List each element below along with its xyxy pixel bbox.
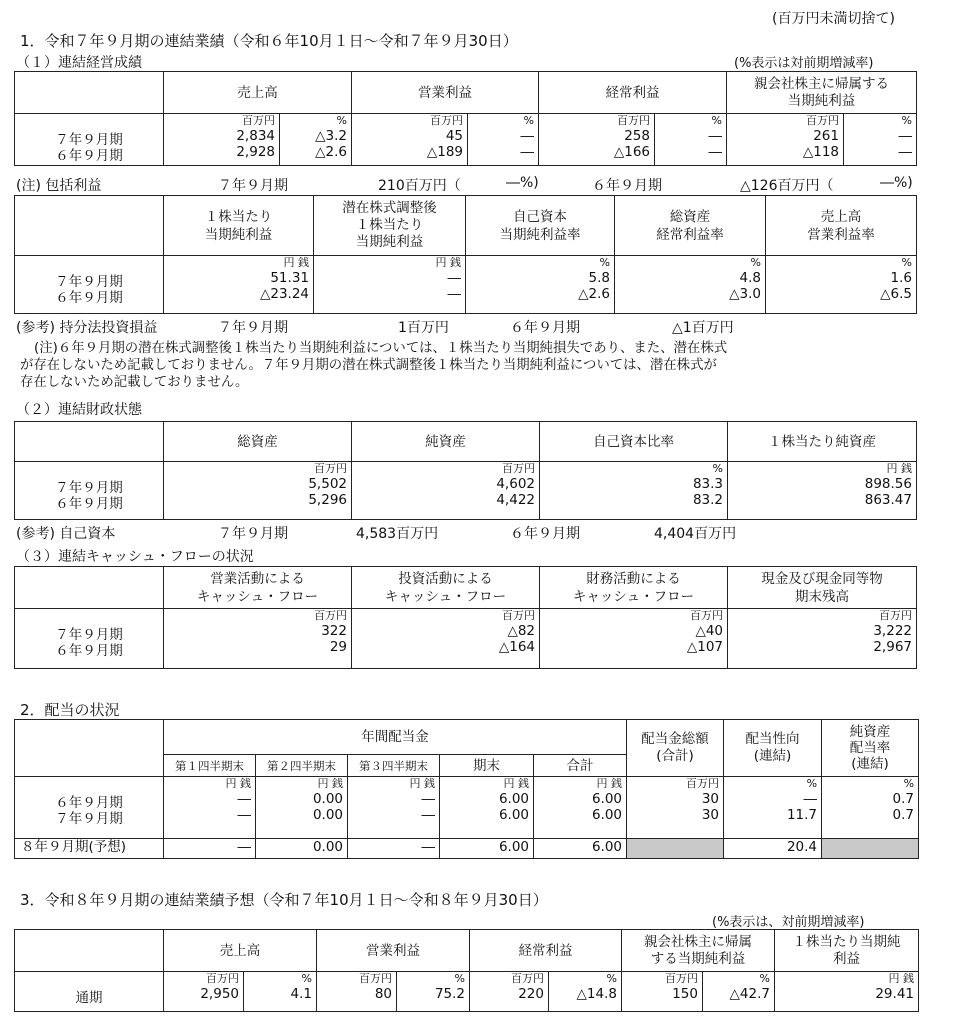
row-label-fy6: ６年９月期 bbox=[55, 290, 123, 306]
cell: 258 bbox=[624, 128, 650, 144]
cell: ― bbox=[237, 807, 251, 823]
unit: 百万円 bbox=[242, 114, 275, 127]
cell: 150 bbox=[672, 986, 698, 1002]
footnote-line-3: 存在しないため記載しておりません。 bbox=[20, 375, 249, 390]
cell: ― bbox=[447, 286, 461, 302]
cell: 6.00 bbox=[591, 807, 623, 823]
section1-sub3: （３）連結キャッシュ・フローの状況 bbox=[16, 549, 254, 565]
equity-note-p2: ６年９月期 bbox=[510, 526, 580, 542]
cell: △2.6 bbox=[315, 144, 347, 160]
unit: % bbox=[454, 972, 465, 985]
unit: % bbox=[901, 114, 912, 127]
cell: 898.56 bbox=[864, 476, 912, 492]
cell: 0.7 bbox=[892, 791, 915, 807]
header-net-assets: 純資産 bbox=[352, 422, 540, 462]
header-annual-dividend: 年間配当金 bbox=[164, 720, 627, 755]
unit: 円 銭 bbox=[886, 462, 912, 475]
comp-note-r1: ―%) bbox=[506, 175, 539, 191]
cell: 20.4 bbox=[724, 839, 822, 859]
section1-title: 1．令和７年９月期の連結業績（令和６年10月１日～令和７年９月30日） bbox=[20, 32, 518, 50]
cash-flow-table bbox=[14, 566, 917, 669]
unit: 百万円 bbox=[879, 609, 912, 622]
shaded-cell bbox=[627, 839, 724, 859]
ref-note-p2: ６年９月期 bbox=[510, 320, 580, 336]
cell: 6.00 bbox=[440, 839, 534, 859]
cell: 2,834 bbox=[236, 128, 275, 144]
header-ordinary-profit: 経常利益 bbox=[470, 930, 622, 972]
cell: 5,502 bbox=[308, 476, 347, 492]
cell: △40 bbox=[695, 623, 723, 639]
cell: 29 bbox=[329, 639, 347, 655]
cell: 322 bbox=[321, 623, 347, 639]
unit: 百万円 bbox=[502, 609, 535, 622]
unit: 百万円 bbox=[806, 114, 839, 127]
cell: △82 bbox=[507, 623, 535, 639]
comp-note-r2: ―%) bbox=[880, 175, 913, 191]
header-payout-ratio: 配当性向 (連結) bbox=[724, 720, 822, 777]
cell: ― bbox=[421, 807, 435, 823]
unit: 百万円 bbox=[511, 972, 544, 985]
pct-note-3: (%表示は、対前期増減率) bbox=[712, 915, 865, 930]
cell: ― bbox=[237, 791, 251, 807]
unit: % bbox=[301, 972, 312, 985]
row-label-fy7: ７年９月期 bbox=[55, 274, 123, 290]
comp-note-p2: ６年９月期 bbox=[592, 178, 662, 194]
cell: 30 bbox=[701, 807, 720, 823]
cell: 5.8 bbox=[588, 270, 610, 286]
unit: % bbox=[711, 114, 722, 127]
header-financing-cf: 財務活動による キャッシュ・フロー bbox=[540, 567, 728, 609]
unit: 円 銭 bbox=[888, 972, 914, 985]
comp-note-v2: △126百万円（ bbox=[740, 178, 834, 194]
cell: ― bbox=[898, 128, 912, 144]
header-investing-cf: 投資活動による キャッシュ・フロー bbox=[352, 567, 540, 609]
header-year-end: 期末 bbox=[440, 755, 534, 777]
header-total-assets: 総資産 bbox=[164, 422, 352, 462]
cell: △166 bbox=[613, 144, 650, 160]
cell: △189 bbox=[426, 144, 463, 160]
cell: 83.2 bbox=[692, 492, 723, 508]
unit: 百万円 bbox=[359, 972, 392, 985]
cell: 4,602 bbox=[496, 476, 535, 492]
unit: % bbox=[712, 462, 723, 475]
cell: 1.6 bbox=[890, 270, 912, 286]
header-eps: １株当たり当期純 利益 bbox=[775, 930, 919, 972]
row-label-fy7: ７年９月期 bbox=[55, 132, 123, 148]
unit: % bbox=[599, 256, 610, 269]
unit: 円 銭 bbox=[503, 777, 529, 790]
shaded-cell bbox=[822, 839, 919, 859]
section3-title: 3．令和８年９月期の連結業績予想（令和７年10月１日～令和８年９月30日） bbox=[20, 891, 548, 909]
equity-note-v2: 4,404百万円 bbox=[654, 526, 737, 542]
ref-note-v1: 1百万円 bbox=[398, 320, 449, 336]
cell: ― bbox=[708, 128, 722, 144]
row-label-fy7: ７年９月期 bbox=[55, 811, 123, 827]
cell: 11.7 bbox=[786, 807, 818, 823]
unit: % bbox=[750, 256, 761, 269]
header-op-margin: 売上高 営業利益率 bbox=[766, 196, 917, 256]
cell: 261 bbox=[813, 128, 839, 144]
header-total: 合計 bbox=[534, 755, 627, 777]
operating-results-table bbox=[14, 71, 917, 166]
cell: △3.2 bbox=[315, 128, 347, 144]
cell: 0.00 bbox=[312, 791, 343, 807]
row-label-fy6: ６年９月期 bbox=[55, 148, 123, 164]
header-sales: 売上高 bbox=[164, 72, 352, 114]
cell: 4.1 bbox=[290, 986, 312, 1002]
header-roe: 自己資本 当期純利益率 bbox=[466, 196, 615, 256]
unit: 円 銭 bbox=[596, 777, 623, 790]
unit: % bbox=[606, 972, 617, 985]
header-q1: 第１四半期末 bbox=[164, 755, 256, 777]
footnote-line-2: が存在しないため記載しておりません。７年９月期の潜在株式調整後１株当たり当期純利益については、潜在株式が bbox=[20, 358, 717, 373]
unit: 円 銭 bbox=[225, 777, 251, 790]
pct-note-1: (%表示は対前期増減率) bbox=[734, 56, 874, 71]
cell: ― bbox=[164, 839, 256, 859]
row-label-fy6: ６年９月期 bbox=[55, 795, 123, 811]
header-eps: １株当たり 当期純利益 bbox=[164, 196, 314, 256]
cell: 6.00 bbox=[534, 839, 627, 859]
cell: 2,928 bbox=[236, 144, 275, 160]
row-label-fy7: ７年９月期 bbox=[55, 480, 123, 496]
header-ordinary-profit: 経常利益 bbox=[539, 72, 727, 114]
section2-title: 2．配当の状況 bbox=[20, 701, 120, 719]
header-operating-cf: 営業活動による キャッシュ・フロー bbox=[164, 567, 352, 609]
cell: 75.2 bbox=[434, 986, 465, 1002]
header-equity-ratio: 自己資本比率 bbox=[540, 422, 728, 462]
cell: 0.7 bbox=[892, 807, 915, 823]
row-label-fy7: ７年９月期 bbox=[55, 627, 123, 643]
unit: 百万円 bbox=[430, 114, 463, 127]
unit: 百万円 bbox=[686, 777, 720, 790]
unit: 円 銭 bbox=[409, 777, 435, 790]
cell: 0.00 bbox=[312, 807, 343, 823]
cell: ― bbox=[520, 128, 534, 144]
cell: 45 bbox=[445, 128, 463, 144]
unit: 百万円 bbox=[206, 972, 239, 985]
unit: % bbox=[336, 114, 347, 127]
equity-note-v1: 4,583百万円 bbox=[356, 526, 439, 542]
cell: 6.00 bbox=[591, 791, 623, 807]
cell: △107 bbox=[686, 639, 723, 655]
cell: ― bbox=[348, 839, 440, 859]
unit: 百万円 bbox=[502, 462, 535, 475]
cell: 4.8 bbox=[739, 270, 761, 286]
header-q2: 第２四半期末 bbox=[256, 755, 348, 777]
ref-note-p1: ７年９月期 bbox=[218, 320, 288, 336]
unit: 円 銭 bbox=[435, 256, 461, 269]
row-label-fy6: ６年９月期 bbox=[55, 496, 123, 512]
cell: 5,296 bbox=[308, 492, 347, 508]
cell: ― bbox=[520, 144, 534, 160]
cell: ― bbox=[803, 791, 818, 807]
equity-note-label: (参考) 自己資本 bbox=[16, 526, 116, 542]
ref-note-label: (参考) 持分法投資損益 bbox=[16, 320, 158, 336]
forecast-table bbox=[14, 929, 919, 1012]
financial-position-table bbox=[14, 421, 917, 520]
cell: △23.24 bbox=[259, 286, 309, 302]
unit: 百万円 bbox=[314, 462, 347, 475]
cell: 4,422 bbox=[496, 492, 535, 508]
cell: 3,222 bbox=[873, 623, 912, 639]
comp-note-label: (注) 包括利益 bbox=[16, 178, 102, 194]
cell: ― bbox=[421, 791, 435, 807]
dividends-table bbox=[14, 719, 919, 859]
header-diluted-eps: 潜在株式調整後 １株当たり 当期純利益 bbox=[314, 196, 466, 256]
cell: △6.5 bbox=[880, 286, 912, 302]
per-share-table bbox=[14, 195, 917, 314]
cell: 6.00 bbox=[498, 791, 529, 807]
cell: 2,967 bbox=[873, 639, 912, 655]
comp-note-p1: ７年９月期 bbox=[218, 178, 288, 194]
unit-note: (百万円未満切捨て) bbox=[772, 11, 895, 27]
header-doe: 純資産 配当率 (連結) bbox=[822, 720, 919, 777]
unit: % bbox=[903, 777, 915, 790]
header-operating-profit: 営業利益 bbox=[352, 72, 539, 114]
cell: 863.47 bbox=[864, 492, 912, 508]
ref-note-v2: △1百万円 bbox=[672, 320, 734, 336]
header-q3: 第３四半期末 bbox=[348, 755, 440, 777]
unit: % bbox=[901, 256, 912, 269]
unit: % bbox=[759, 972, 770, 985]
header-bps: １株当たり純資産 bbox=[728, 422, 917, 462]
cell: 30 bbox=[701, 791, 720, 807]
section1-sub2: （２）連結財政状態 bbox=[16, 402, 142, 418]
cell: 29.41 bbox=[875, 986, 914, 1002]
row-label-fy6: ６年９月期 bbox=[55, 643, 123, 659]
row-label-full-year: 通期 bbox=[15, 972, 164, 1012]
unit: 百万円 bbox=[314, 609, 347, 622]
equity-note-p1: ７年９月期 bbox=[218, 526, 288, 542]
cell: 51.31 bbox=[270, 270, 309, 286]
header-cash-end: 現金及び現金同等物 期末残高 bbox=[728, 567, 917, 609]
header-total-dividend: 配当金総額 (合計) bbox=[627, 720, 724, 777]
unit: 円 銭 bbox=[283, 256, 309, 269]
cell: △42.7 bbox=[729, 986, 770, 1002]
cell: 220 bbox=[518, 986, 544, 1002]
header-net-profit: 親会社株主に帰属 する当期純利益 bbox=[622, 930, 775, 972]
unit: 百万円 bbox=[690, 609, 723, 622]
header-operating-profit: 営業利益 bbox=[317, 930, 470, 972]
cell: △2.6 bbox=[578, 286, 610, 302]
comp-note-v1: 210百万円（ bbox=[378, 178, 461, 194]
cell: △118 bbox=[802, 144, 839, 160]
unit: 円 銭 bbox=[317, 777, 343, 790]
cell: ― bbox=[898, 144, 912, 160]
cell: 6.00 bbox=[498, 807, 529, 823]
header-blank bbox=[15, 72, 164, 114]
section1-sub1: （１）連結経営成績 bbox=[16, 55, 142, 71]
header-roa: 総資産 経常利益率 bbox=[615, 196, 766, 256]
header-net-profit: 親会社株主に帰属する 当期純利益 bbox=[727, 72, 917, 114]
row-label-fy8-forecast: ８年９月期(予想) bbox=[15, 839, 164, 859]
cell: 80 bbox=[374, 986, 392, 1002]
cell: △14.8 bbox=[576, 986, 617, 1002]
unit: 百万円 bbox=[617, 114, 650, 127]
unit: 百万円 bbox=[665, 972, 698, 985]
cell: △3.0 bbox=[729, 286, 761, 302]
row-labels bbox=[15, 114, 164, 166]
cell: ― bbox=[447, 270, 461, 286]
cell: 0.00 bbox=[256, 839, 348, 859]
unit: % bbox=[523, 114, 534, 127]
cell: △164 bbox=[498, 639, 535, 655]
cell: ― bbox=[708, 144, 722, 160]
unit: % bbox=[806, 777, 818, 790]
footnote-line-1: (注)６年９月期の潜在株式調整後１株当たり当期純利益については、１株当たり当期純損失であり、また、潜在株式 bbox=[34, 341, 728, 356]
cell: 83.3 bbox=[692, 476, 723, 492]
header-sales: 売上高 bbox=[164, 930, 317, 972]
cell: 2,950 bbox=[200, 986, 239, 1002]
